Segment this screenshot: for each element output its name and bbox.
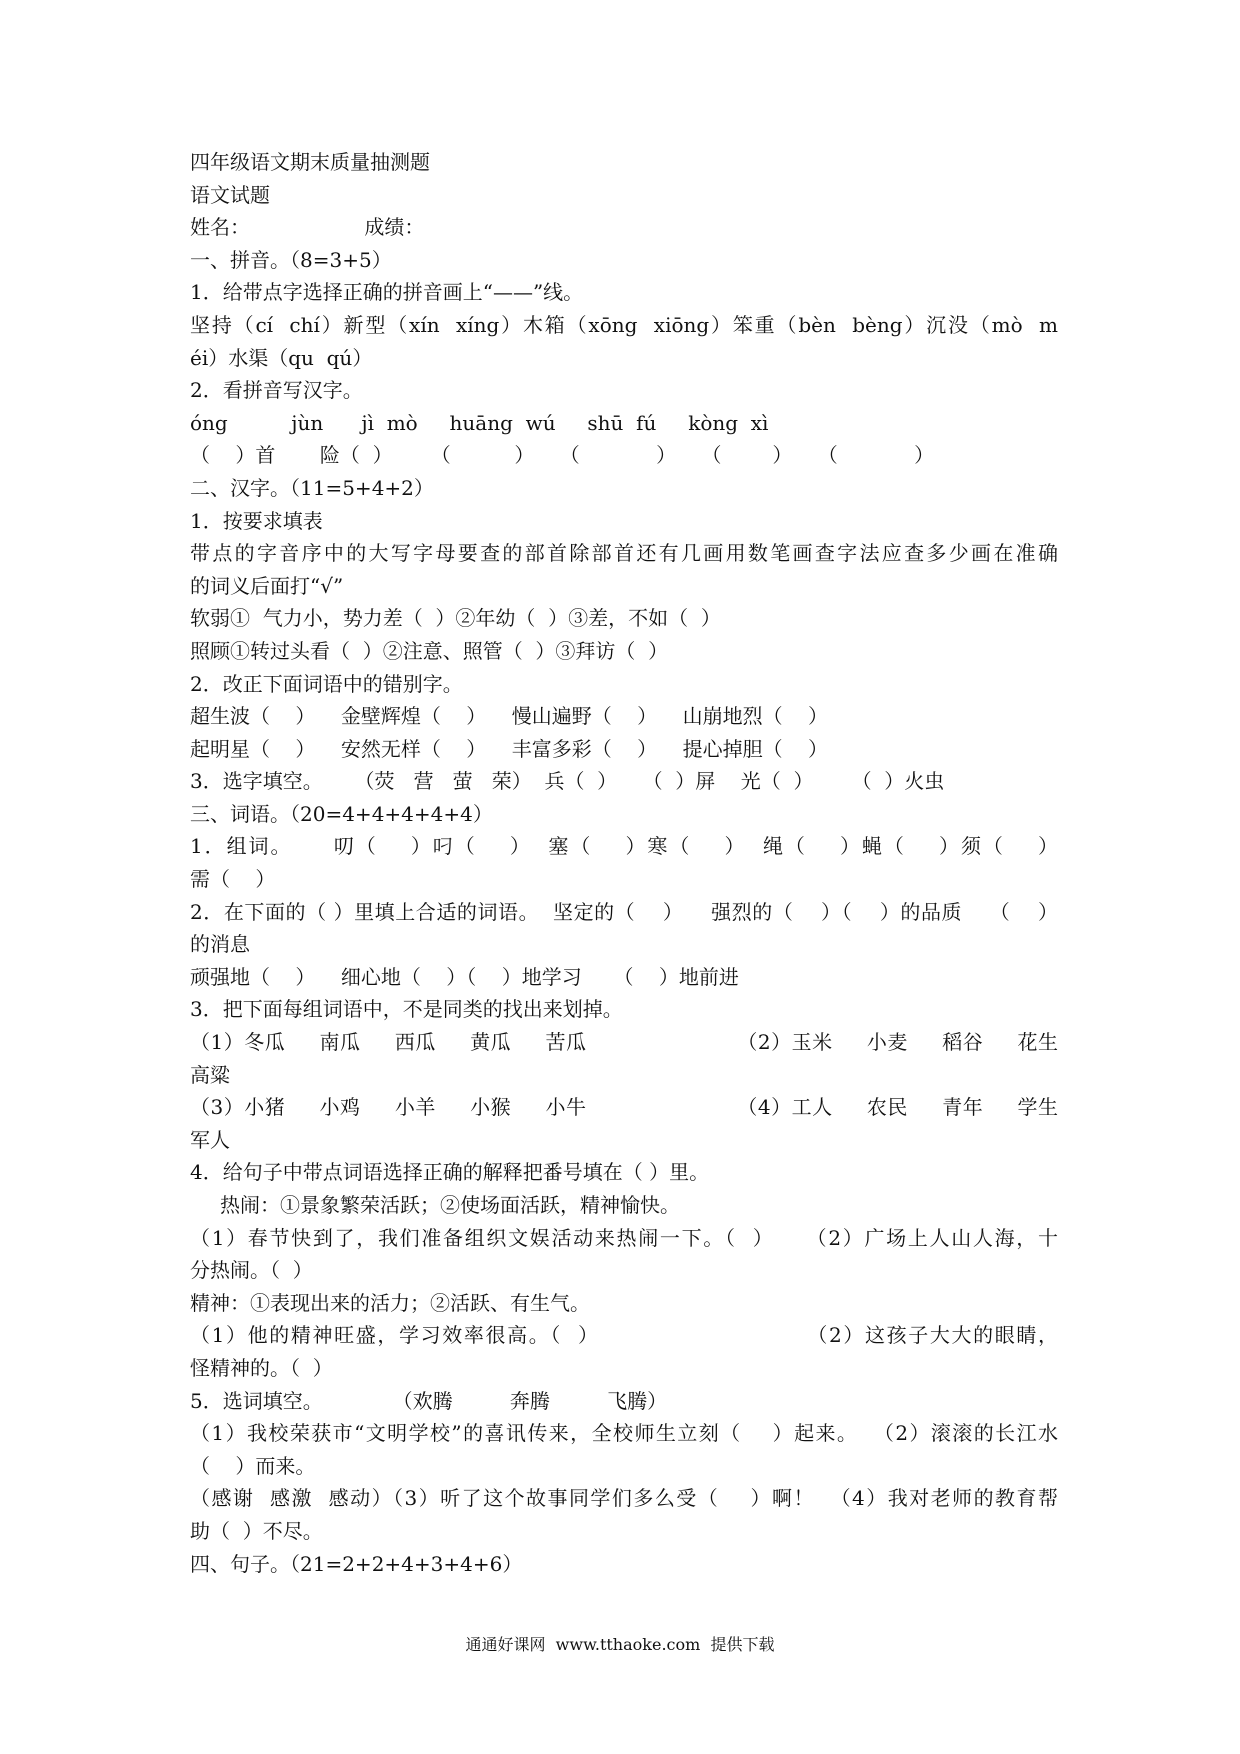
word-group-row: （1）冬瓜 南瓜 西瓜 黄瓜 苦瓜 （2）玉米 小麦 稻谷 花生 — [190, 1030, 1058, 1055]
question-text: 怪精神的。（ ） — [190, 1355, 333, 1380]
section-heading-sentences: 四、句子。（21=2+2+4+3+4+6） — [190, 1551, 523, 1576]
question-text: 1．按要求填表 — [190, 508, 323, 533]
definition-text: 精神：①表现出来的活力；②活跃、有生气。 — [190, 1290, 590, 1315]
question-text: 坚持（cí chí）新型（xín xíng）木箱（xōng xiōng）笨重（bèn bèng）沉没（mò m — [190, 312, 1058, 337]
question-text: 3．选字填空。 （荧 营 萤 荣） 兵（ ） （ ）屏 光（ ） （ ）火虫 — [190, 769, 945, 794]
question-text: （ ）而来。 — [190, 1453, 316, 1478]
answer-blank-row: （ ）首 险（ ） （ ） （ ） （ ） （ ） — [190, 443, 935, 468]
question-text: 顽强地（ ） 细心地（ ）（ ）地学习 （ ）地前进 — [190, 964, 739, 989]
name-score-line: 姓名： 成绩： — [190, 215, 425, 240]
question-text: 助（ ）不尽。 — [190, 1518, 323, 1543]
question-text: 的消息 — [190, 932, 250, 957]
question-text: （感谢 感激 感动）（3）听了这个故事同学们多么受（ ）啊！ （4）我对老师的教育帮 — [190, 1486, 1058, 1511]
question-text: （1）我校荣获市“文明学校”的喜讯传来，全校师生立刻（ ）起来。 （2）滚滚的长江水 — [190, 1421, 1058, 1446]
question-text: 2．在下面的（ ）里填上合适的词语。 坚定的（ ） 强烈的（ ）（ ）的品质 （ ） — [190, 899, 1058, 924]
table-header-text: 带点的字音序中的大写字母要查的部首除部首还有几画用数笔画查字法应查多少画在准确 — [190, 541, 1058, 566]
definition-text: 热闹：①景象繁荣活跃；②使场面活跃，精神愉快。 — [220, 1193, 680, 1217]
question-text: 软弱① 气力小，势力差（ ）②年幼（ ）③差，不如（ ） — [190, 606, 721, 631]
section-heading-hanzi: 二、汉字。（11=5+4+2） — [190, 475, 434, 500]
question-text: 照顾①转过头看（ ）②注意、照管（ ）③拜访（ ） — [190, 638, 669, 663]
question-text: 3．把下面每组词语中，不是同类的找出来划掉。 — [190, 997, 623, 1022]
question-text: éi）水渠（qu qú） — [190, 345, 373, 370]
word-group-row: 高粱 — [190, 1062, 230, 1087]
question-text: 5．选词填空。 （欢腾 奔腾 飞腾） — [190, 1388, 668, 1413]
exam-subtitle: 语文试题 — [190, 182, 270, 207]
question-text: 4．给句子中带点词语选择正确的解释把番号填在（ ）里。 — [190, 1160, 710, 1185]
exam-page — [190, 146, 1058, 1580]
section-heading-words: 三、词语。（20=4+4+4+4+4） — [190, 801, 493, 826]
typo-words-row: 超生波（ ） 金壁辉煌（ ） 慢山遍野（ ） 山崩地烈（ ） — [190, 704, 829, 729]
question-text: 1．给带点字选择正确的拼音画上“——”线。 — [190, 280, 584, 305]
word-group-row: 军人 — [190, 1127, 230, 1152]
question-text: 2．看拼音写汉字。 — [190, 378, 363, 403]
exam-title: 四年级语文期末质量抽测题 — [190, 150, 430, 174]
footer-source: 通通好课网 www.tthaoke.com 提供下载 — [465, 1635, 775, 1654]
section-heading-pinyin: 一、拼音。（8=3+5） — [190, 247, 392, 272]
word-group-row: （3）小猪 小鸡 小羊 小猴 小牛 （4）工人 农民 青年 学生 — [190, 1095, 1058, 1120]
question-text: 2．改正下面词语中的错别字。 — [190, 671, 463, 696]
typo-words-row: 起明星（ ） 安然无样（ ） 丰富多彩（ ） 提心掉胆（ ） — [190, 736, 829, 761]
question-text: 分热闹。（ ） — [190, 1258, 313, 1283]
pinyin-row: óng jùn jì mò huāng wú shū fú kòng xì — [190, 410, 769, 435]
question-text: （1）春节快到了，我们准备组织文娱活动来热闹一下。（ ） （2）广场上人山人海，十 — [190, 1225, 1058, 1250]
question-text: （1）他的精神旺盛，学习效率很高。（ ） （2）这孩子大大的眼睛， — [190, 1323, 1058, 1348]
question-text: 需（ ） — [190, 867, 276, 892]
question-text: 1．组词。 叨（ ）叼（ ） 塞（ ）寒（ ） 绳（ ）蝇（ ）须（ ） — [190, 834, 1058, 859]
question-text: 的词义后面打“√” — [190, 573, 344, 598]
